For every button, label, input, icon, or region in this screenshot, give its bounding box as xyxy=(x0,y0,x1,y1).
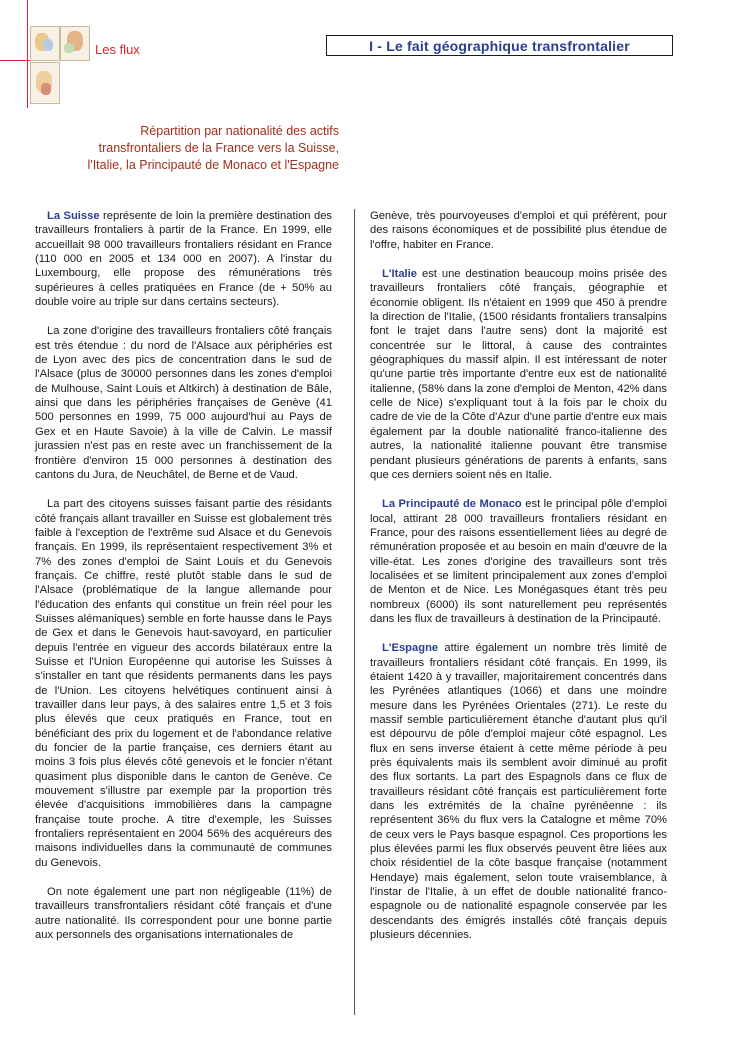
text-suisse: représente de loin la première destination des travailleurs frontaliers à partir de la France. En 1999, elle accueillait 98 000 travailleurs frontaliers résidant en France (110 000 en 2005 et 134 000 en 2007). A l'instar du Luxembourg, elle propose des rémunérations très supérieures à celles pratiquées en France (de + 50% au double voire au triple sur dans certains secteurs). xyxy=(35,210,333,309)
column-divider xyxy=(354,209,355,1015)
subtitle-line-2: transfrontaliers de la France vers la Suisse, xyxy=(98,141,339,155)
map-thumbnail-1 xyxy=(30,26,60,61)
section-label: Les flux xyxy=(95,42,140,57)
map-thumbnail-2 xyxy=(60,26,90,61)
paragraph-autre-nationalite: On note également une part non négligeable (11%) de travailleurs transfrontaliers résidant côté français et d'une autre nationalité. Ils correspondent pour une bonne partie aux personnels des organisations internationales de xyxy=(35,886,332,942)
paragraph-italie xyxy=(370,267,667,482)
subtitle-line-3: l'Italie, la Principauté de Monaco et l'Espagne xyxy=(87,158,339,172)
margin-vertical-rule xyxy=(27,0,28,108)
chapter-title-text: I - Le fait géographique transfrontalier xyxy=(369,37,630,54)
lead-italie: L'Italie xyxy=(382,268,417,281)
paragraph-suisse xyxy=(35,209,332,309)
paragraph-espagne xyxy=(370,641,667,942)
chapter-title xyxy=(326,35,673,56)
right-column xyxy=(370,209,667,958)
lead-espagne: L'Espagne xyxy=(382,642,439,655)
paragraph-zone-origine: La zone d'origine des travailleurs frontaliers côté français est très étendue : du nord de l'Alsace aux périphéries est de Lyon avec des pics de concentration dans le sud de l'Alsace (plus de 30000 personnes dans les zones d'emploi de Mulhouse, Saint Louis et Altkirch) à destination de Bâle, ainsi que dans les périphéries françaises de Genève (41 500 personnes en 1999, 75 000 aujourd'hui au Pays de Gex et en Haute Savoie) à la ville de Calvin. Le massif jurassien n'est pas en reste avec un franchissement de la frontière d'environ 15 000 personnes à destination des cantons du Jura, de Neuchâtel, de Berne et de Vaud. xyxy=(35,325,332,481)
lead-suisse: La Suisse xyxy=(47,210,100,222)
text-italie: est une destination beaucoup moins prisée des travailleurs frontaliers côté français, géographie et économie obligent. Ils n'étaient en 1999 que 450 à prendre la direction de l'Italie, (1500 résidants frontaliers transalpins font le trajet dans l'autre sens) dont la majorité est concentrée sur le littoral, à cause des contraintes géographiques du massif alpin. Il est intéressant de noter qu'une partie très importante d'entre eux est de nationalité italienne, (58% dans la zone d'emploi de Menton, 42% dans celle de Nice) s'expliquant tout à la fois par le choix du cadre de vie de la Côte d'Azur d'une partie d'entre eux mais également par la double nationalité franco-italienne des autres, la nationalité italienne pouvant être transmise pendant plusieurs générations de parents à enfants, sans que ces derniers soient nés en Italie. xyxy=(370,268,667,481)
lead-monaco: La Principauté de Monaco xyxy=(382,498,522,511)
subtitle-line-1: Répartition par nationalité des actifs xyxy=(140,124,339,138)
text-monaco: est le principal pôle d'emploi local, attirant 28 000 travailleurs frontaliers résidant en France, pour des raisons essentiellement liées au degré de rémunération proposée et au besoin en main d'œuvre de la ville-état. Les zones d'origine des travailleurs sont très localisées et se limitent principalement aux zones d'emploi de Menton et de Nice. Les Monégasques étant très peu nombreux (6000) ils sont naturellement peu représentés dans les flux de travailleurs à destination de la Principauté. xyxy=(370,498,667,625)
figure-subtitle xyxy=(9,123,339,174)
paragraph-citoyens-suisses: La part des citoyens suisses faisant partie des résidants côté français allant travailler en Suisse est globalement très faible à l'exception de l'extrême sud Alsace et du Genevois français. En 1999, ils représentaient respectivement 3% et 7% des zones d'emploi de Saint Louis et du Genevois français. Ce chiffre, resté plutôt stable dans le sud de l'Alsace (problématique de la langue allemande pour l'éducation des enfants qui constitue un frein réel pour les Suisses alémaniques) semble en forte hausse dans le Pays de Gex et dans le Genevois haut-savoyard, en particulier depuis l'entrée en vigueur des accords bilatéraux entre la Suisse et l'Union Européenne qui autorise les Suisses à s'installer en tant que résidents permanents dans les pays de l'Union. Les citoyens helvétiques continuent ainsi à travailler dans leur pays, à des salaires entre 1,5 et 3 fois plus élevés que ceux pratiqués en France, tout en bénéficiant des prix du logement et de l'abondance relative du foncier de la partie française, ces derniers étant au moins 3 fois plus élevés côté genevois et le foncier n'étant quasiment plus disponible dans le canton de Genève. Ce mouvement s'illustre par exemple par la proportion très élevée d'acquisitions immobilières dans la campagne française toute proche. A titre d'exemple, les Suisses frontaliers représentaient en 2004 56% des acquéreurs des maisons individuelles dans la communauté de communes du Genevois. xyxy=(35,498,332,869)
paragraph-geneve-continued: Genève, très pourvoyeuses d'emploi et qui préfèrent, pour des raisons économiques et de possibilité plus étendue de l'offre, habiter en France. xyxy=(370,210,667,251)
text-espagne: attire également un nombre très limité de travailleurs frontaliers résidant côté français. En 1999, ils étaient 1420 à y travailler, majoritairement concentrés dans les Pyrénées atlantiques (1066) et dans une moindre mesure dans les Pyrénées Orientales (271). Le reste du massif semble particulièrement étanche d'autant plus qu'il est dépourvu de pôle d'emploi majeur côté espagnol. Les flux en sens inverse étaient à cette même période à peu près équivalents mais ils semblent avoir diminué au profit des flux sortants. La part des Espagnols dans ce flux de travailleurs résidant côté français est particulièrement forte dans les extrémités de la chaîne pyrénéenne : ils représentent 36% du flux vers la Catalogne et même 70% de ceux vers le Pays basque espagnol. Ces proportions les plus élevées parmi les flux observés peuvent être liées aux choix résidentiel de la côte basque française (notamment Hendaye) mais également, selon toute vraisemblance, à l'instar de l'Italie, à un effet de double nationalité franco-espagnole ou de nationalité espagnole conservée par les descendants des émigrés installés côté français depuis plusieurs décennies. xyxy=(370,642,667,942)
paragraph-monaco xyxy=(370,497,667,626)
map-thumbnail-3 xyxy=(30,62,60,104)
left-column xyxy=(35,209,332,958)
